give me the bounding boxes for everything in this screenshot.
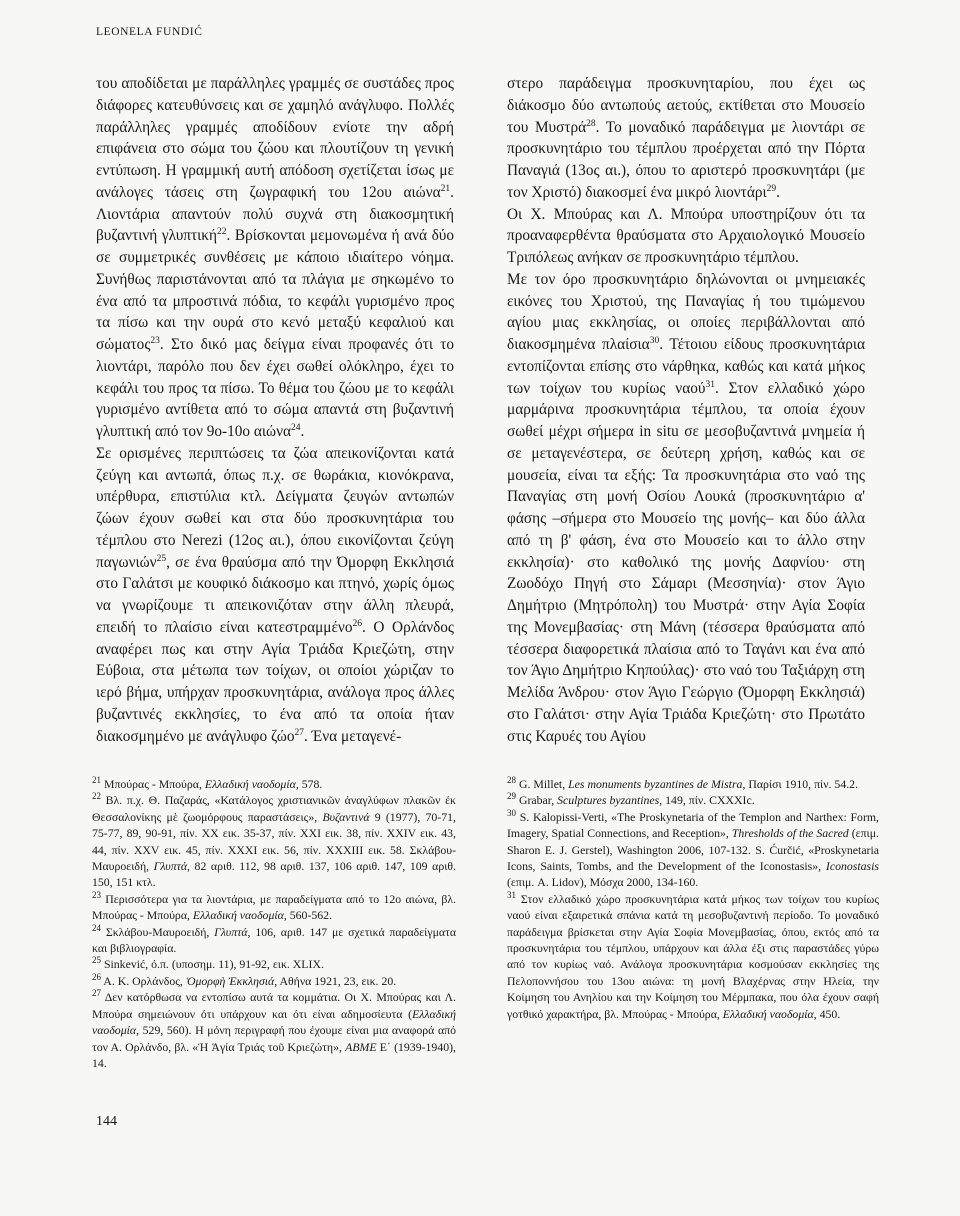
italic-run: Thresholds of the Sacred [731, 826, 849, 841]
italic-run: Ὁμορφὴ Ἐκκλησιά [185, 973, 275, 988]
footnote [507, 891, 879, 1022]
footnote [507, 792, 879, 808]
italic-run: Ελλαδική ναοδομία [722, 1006, 814, 1021]
text-run: . Στον ελλαδικό χώρο μαρμάρινα προσκυνητάρια τέμπλου, τα οποία έχουν σωθεί μέχρι σήμερα in situ σε μεσοβυζαντινά μνημεία ή σε μεταγενέστερα, σε δεύτερη χρήση, καθώς και σε μουσεία, είναι τα εξής: Τα προσκυνητάρια στο ναό της Παναγίας στη μονή Οσίου Λουκά (προσκυνητάριο α' φάσης –σήμερα στο Μουσείο της μονής– και δύο άλλα από τη β' φάση, ένα στο Μουσείο και το άλλο στην εκκλησία)· στο καθολικό της μονής Δαφνίου· στη Ζωοδόχο Πηγή στο Σάμαρι (Μεσσηνία)· στον Άγιο Δημήτριο (Μητρόπολη) του Μυστρά· στην Αγία Σοφία της Μονεμβασίας· στη Μάνη (τέσσερα θραύσματα από τέσσερα διαφορετικά πλαίσια από το Ταγάνι και ένα από τον Άγιο Δημήτριο Κηπούλας)· στο ναό του Ταξιάρχη στη Μελίδα Άνδρου· στον Άγιο Γεώργιο (Όμορφη Εκκλησιά) στο Γαλάτσι· στην Αγία Τριάδα Κριεζώτη· στο Πρωτάτο στις Καρυές του Αγίου [507, 379, 865, 745]
footnote [92, 956, 456, 972]
footnote-number: 21 [92, 775, 101, 786]
footnote-ref: 27 [294, 727, 304, 738]
text-run: . Στο δικό μας δείγμα είναι προφανές ότι το λιοντάρι, παρόλο που δεν έχει σωθεί ολόκληρο, έχει το κεφάλι του προς τα πίσω. Το θέμα του ζώου με το κεφάλι γυρισμένο αντίθετα από το σώμα απαντά στη βυζαντινή γλυπτική από τον 9ο-10ο αιώνα [96, 336, 454, 440]
text-run: Sinkević, ό.π. (υποσημ. 11), 91-92, εικ. XLIX. [101, 957, 324, 972]
text-run: , 529, 560). Η μόνη περιγραφή που έχουμε είναι μια αναφορά από τον Α. Ορλάνδο, βλ. «Ἡ Ἁγία Τριάς τοῦ Κριεζώτη», [92, 1023, 456, 1054]
text-run: 9 (1977), 70-71, 75-77, 89, 90-91, πίν. XX εικ. 35-37, πίν. XXI εικ. 38, πίν. XXIV εικ. 43, 44, πίν. XXV εικ. 45, πίν. XXXI εικ. 56, πίν. XXXIII εικ. 58. Σκλάβου-Μαυροειδή, [92, 809, 456, 874]
footnotes-column-right [507, 776, 879, 1022]
footnote-number: 25 [92, 955, 101, 966]
italic-run: Γλυπτά [214, 924, 248, 939]
text-run: . Λιοντάρια απαντούν πολύ συχνά στη διακοσμητική βυζαντινή γλυπτική [96, 183, 454, 245]
text-run: , 149, πίν. CXXXIc. [659, 793, 755, 808]
footnote-number: 31 [507, 889, 516, 900]
italic-run: Ελλαδική ναοδομία [192, 908, 284, 923]
footnote-number: 28 [507, 775, 516, 786]
text-run: Δεν κατόρθωσα να εντοπίσω αυτά τα κομμάτια. Οι Χ. Μπούρας και Λ. Μπούρα σημειώνουν ότι υπάρχουν και ότι είναι αδημοσίευτα ( [92, 990, 456, 1021]
footnote [92, 989, 456, 1071]
text-run: , Παρίσι 1910, πίν. 54.2. [742, 777, 859, 791]
paragraph [507, 73, 865, 204]
text-run: Σε ορισμένες περιπτώσεις τα ζώα απεικονίζονται κατά ζεύγη και αντωπά, όπως π.χ. σε θωράκια, κιονόκρανα, υπέρθυρα, επιστύλια κτλ. Δείγματα ζευγών αντωπών ζώων έχουν σωθεί και στα δύο προσκυνητάρια του τέμπλου στο Nerezi (12ος αι.), όπου εικονίζονται ζεύγη παγωνιών [96, 444, 454, 571]
footnote-number: 27 [92, 988, 101, 999]
footnote [92, 924, 456, 957]
footnote-number: 22 [92, 791, 101, 802]
italic-run: Ελλαδική ναοδομία [204, 777, 296, 791]
footnotes-column-left [92, 776, 456, 1071]
italic-run: Sculptures byzantines [557, 793, 660, 808]
running-head: LEONELA FUNDIĆ [96, 26, 203, 38]
footnote [507, 809, 879, 891]
italic-run: Iconostasis [825, 859, 879, 874]
paragraph [96, 73, 454, 443]
footnote-ref: 28 [586, 118, 596, 129]
text-run: . Το μοναδικό παράδειγμα με λιοντάρι σε προσκυνητάριο του τέμπλου προέρχεται από την Πόρτα Παναγιά (13ος αι.), όπου το αριστερό προσκυνητάρι (με τον Χριστό) διακοσμεί ένα μικρό λιοντάρι [507, 118, 865, 201]
body-column-right [507, 73, 865, 747]
text-run: , 106, αριθ. 147 με σχετικά παραδείγματα και βιβλιογραφία. [92, 924, 456, 956]
text-run: . Ο Ορλάνδος αναφέρει πως και στην Αγία Τριάδα Κριεζώτη, στην Εύβοια, στα μέτωπα των τοίχων, οι οποίοι χώριζαν το ιερό βήμα, υπήρχαν προσκυνητάρια, ανάλογα προς άλλες βυζαντινές εκκλησίες, το ένα από τα οποία ήταν διακοσμημένο με ανάγλυφο ζώο [96, 618, 454, 745]
text-run: Α. Κ. Ορλάνδος, [101, 973, 186, 988]
footnote-ref: 22 [217, 227, 227, 238]
footnote-ref: 25 [156, 553, 167, 564]
text-run: (επιμ. Sharon E. J. Gerstel), Washington 2006, 107-132. S. Ćurčić, «Proskynetaria Icons, Saints, Tombs, and the Development of the Iconostasis», [507, 826, 879, 874]
text-run: Περισσότερα για τα λιοντάρια, με παραδείγματα από το 12ο αιώνα, βλ. Μπούρας - Μπούρα, [92, 891, 456, 923]
footnote-ref: 23 [150, 335, 160, 346]
text-run: Σκλάβου-Μαυροειδή, [101, 924, 215, 939]
text-run: . Ένα μεταγενέ- [304, 727, 402, 745]
text-run: Μπούρας - Μπούρα, [101, 777, 205, 791]
body-column-left [96, 73, 454, 747]
text-run: . Τέτοιου είδους προσκυνητάρια εντοπίζονται επίσης στο νάρθηκα, καθώς και κατά μήκος των τοίχων του κυρίως ναού [507, 336, 865, 397]
paragraph [96, 443, 454, 748]
paragraph [507, 269, 865, 748]
text-run: , 450. [813, 1006, 841, 1021]
text-run: Οι Χ. Μπούρας και Λ. Μπούρα υποστηρίζουν ότι τα προαναφερθέντα θραύσματα στο Αρχαιολογικό Μουσείο Τριπόλεως ανήκαν σε προσκυνητάριο τέμπλου. [507, 205, 865, 266]
footnote [507, 776, 879, 792]
text-run: G. Millet, [516, 777, 569, 791]
italic-run: ΑΒΜΕ [345, 1039, 377, 1054]
footnote [92, 973, 456, 989]
footnote-ref: 30 [649, 335, 660, 346]
page-number: 144 [96, 1114, 117, 1129]
text-run: (επιμ. A. Lidov), Μόσχα 2000, 134-160. [507, 875, 699, 890]
text-run: , 578. [295, 777, 323, 791]
italic-run: Les monuments byzantines de Mistra [568, 777, 743, 791]
text-run: . Βρίσκονται μεμονωμένα ή ανά δύο σε συμμετρικές συνθέσεις με κάποιο ιδιαίτερο νόημα. Συνήθως παριστάνονται από τα πλάγια με σηκωμένο το ένα από τα μπροστινά πόδια, το κεφάλι γυρισμένο προς τα πίσω και την ουρά στο κενό μεταξύ κεφαλιού και σώματος [96, 227, 454, 353]
footnote-number: 26 [92, 971, 101, 982]
footnote-ref: 24 [291, 422, 301, 433]
text-run: Στον ελλαδικό χώρο προσκυνητάρια κατά μήκος των τοίχων του κυρίως ναού είναι εξαιρετικά σπάνια κατά τη μεσοβυζαντινή περίοδο. Το μοναδικό παράδειγμα βρίσκεται στην Αγία Σοφία Μονεμβασίας, όπου, εκτός από τα προσκυνητάρια του τέμπλου, υπάρχουν και άλλα έξι στις παραστάδες γύρω από τον κυρίως ναό. Ανάλογα προσκυνητάρια κοσμούσαν εκκλησίες της Πελοποννήσου του 13ου αιώνα: τη μονή Βλαχέρνας στην Ηλεία, την Κοίμηση του Ανηλίου και την Κοίμηση του Μέρμπακα, που όλα έχουν σαφή γοτθικό χαρακτήρα, βλ. Μπούρας - Μπούρα, [507, 891, 879, 1021]
text-run: , 82 αριθ. 112, 98 αριθ. 137, 106 αριθ. 147, 109 αριθ. 150, 151 κτλ. [92, 859, 456, 890]
footnote [92, 792, 456, 890]
text-run: Ε΄ (1939-1940), 14. [92, 1039, 456, 1070]
text-run: Με τον όρο προσκυνητάριο δηλώνονται οι μνημειακές εικόνες του Χριστού, της Παναγίας ή του τιμώμενου αγίου μιας εκκλησίας, οι οποίες περιβάλλονται από διακοσμημένα πλαίσια [507, 270, 865, 353]
text-run: S. Kalopissi-Verti, «The Proskynetaria of the Templon and Narthex: Form, Imagery, Spatial Connections, and Reception», [507, 809, 879, 841]
footnote [92, 776, 456, 792]
text-run: του αποδίδεται με παράλληλες γραμμές σε συστάδες προς διάφορες κατευθύνσεις και σε χαμηλό ανάγλυφο. Πολλές παράλληλες γραμμές αποδίδουν ενίοτε την αδρή επιφάνεια στο σώμα του ζώου και πλουτίζουν τη γενική εντύπωση. Η γραμμική αυτή απόδοση σχετίζεται ίσως με ανάλογες τάσεις στη ζωγραφική του 12ου αιώνα [96, 75, 454, 201]
footnote-ref: 29 [766, 183, 777, 194]
text-run: . [300, 423, 305, 440]
footnote-number: 29 [507, 791, 516, 802]
footnote-ref: 31 [705, 379, 715, 390]
text-run: , σε ένα θραύσμα από την Όμορφη Εκκλησιά στο Γαλάτσι με κουφικό διάκοσμο και πτηνό, χωρίς όμως να γνωρίζουμε τι απεικονιζόταν στην άλλη πλευρά, επειδή το πλαίσιο είναι κατεστραμμένο [96, 553, 454, 636]
text-run: Βλ. π.χ. Θ. Παζαράς, «Κατάλογος χριστιανικῶν ἀναγλύφων πλακῶν ἐκ Θεσσαλονίκης μὲ ζωομόρφους παραστάσεις», [92, 793, 456, 824]
footnote-ref: 21 [440, 183, 451, 194]
paragraph [507, 204, 865, 269]
footnote-number: 23 [92, 889, 101, 900]
footnote-ref: 26 [352, 618, 362, 629]
text-run: . [776, 183, 780, 201]
footnote-number: 24 [92, 922, 101, 933]
text-run: στερο παράδειγμα προσκυνηταρίου, που έχει ως διάκοσμο δύο αντωπούς αετούς, εκτίθεται στο Μουσείο του Μυστρά [507, 75, 865, 136]
italic-run: Ελλαδική ναοδομία [92, 1006, 456, 1038]
footnote [92, 891, 456, 924]
italic-run: Γλυπτά [153, 859, 188, 874]
italic-run: Βυζαντινά [322, 809, 370, 824]
text-run: , Αθήνα 1921, 23, εικ. 20. [274, 973, 397, 988]
text-run: , 560-562. [283, 908, 333, 923]
footnote-number: 30 [507, 807, 516, 818]
text-run: Grabar, [516, 793, 558, 808]
